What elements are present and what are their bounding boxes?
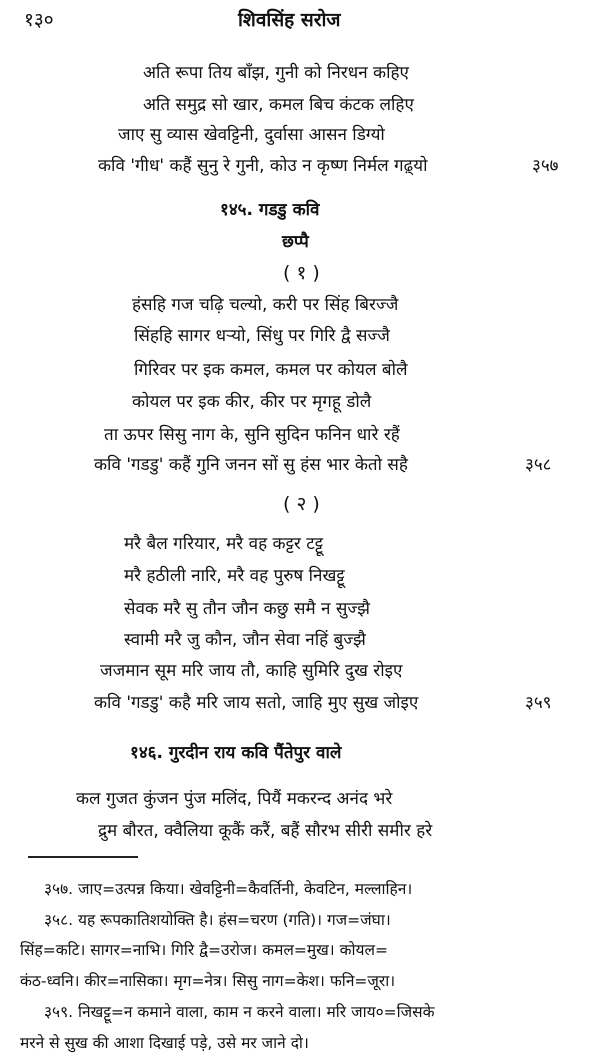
verse-line: स्वामी मरै जु कौन, जौन सेवा नहिं बुज्झै xyxy=(124,630,366,650)
stanza-label: ( १ ) xyxy=(283,262,320,284)
verse-line: अति समुद्र सो खार, कमल बिच कंटक लहिए xyxy=(143,95,414,115)
footnote-line: ३५७. जाए=उत्पन्न किया। खेवट्टिनी=कैवर्तिनी, केवटिन, मल्लाहिन। xyxy=(44,880,413,898)
footnote-line: ३५८. यह रूपकातिशयोक्ति है। हंस=चरण (गति)। गज=जंघा। xyxy=(44,911,391,929)
footnote-line: ३५९. निखट्टू=न कमाने वाला, काम न करने वाला। मरि जाय०=जिसके xyxy=(44,1003,435,1021)
verse-number: ३५७ xyxy=(532,156,559,176)
verse-line: सिंहहि सागर धर्‍यो, सिंधु पर गिरि द्वै सज्जै xyxy=(134,326,390,346)
verse-line: सेवक मरै सु तौन जौन कछु समै न सुज्झै xyxy=(124,599,370,619)
verse-line: कवि 'गडडु' कहैं गुनि जनन सों सु हंस भार केतो सहै xyxy=(94,455,408,475)
verse-line: मरै हठीली नारि, मरै वह पुरुष निखट्टू xyxy=(124,566,345,586)
verse-line: मरै बैल गरियार, मरै वह कट्टर टट्टू xyxy=(124,534,324,554)
poet-heading: १४५. गडडु कवि xyxy=(220,200,320,220)
verse-line: ता ऊपर सिसु नाग के, सुनि सुदिन फनिन धारे रहैं xyxy=(104,425,400,445)
footnote-line: कंठ-ध्वनि। कीर=नासिका। मृग=नेत्र। सिसु नाग=केश। फनि=जूरा। xyxy=(20,972,396,990)
page-number: १३० xyxy=(24,9,54,31)
footnote-rule xyxy=(28,856,138,858)
verse-number: ३५८ xyxy=(525,455,552,475)
verse-line: जाए सु व्यास खेवट्टिनी, दुर्वासा आसन डिग्यो xyxy=(118,125,385,145)
running-title: शिवसिंह सरोज xyxy=(238,9,341,31)
verse-line: कल गुजत कुंजन पुंज मलिंद, पियैं मकरन्द अनंद भरे xyxy=(76,789,393,809)
footnote-line: सिंह=कटि। सागर=नाभि। गिरि द्वै=उरोज। कमल=मुख। कोयल= xyxy=(20,941,389,959)
verse-number: ३५९ xyxy=(525,693,552,713)
poet-heading: १४६. गुरदीन राय कवि पैंतेपुर वाले xyxy=(130,743,342,763)
verse-line: कवि 'गीध' कहैं सुनु रे गुनी, कोउ न कृष्ण निर्मल गढ़्यो xyxy=(98,156,428,176)
verse-line: अति रूपा तिय बाँझ, गुनी को निरधन कहिए xyxy=(143,63,409,83)
verse-line: कोयल पर इक कीर, कीर पर मृगहू डोलै xyxy=(132,392,372,412)
footnote-line: मरने से सुख की आशा दिखाई पड़े, उसे मर जाने दो। xyxy=(20,1034,309,1052)
verse-line: हंसहि गज चढ़ि चल्यो, करी पर सिंह बिरज्जै xyxy=(132,295,399,315)
stanza-label: ( २ ) xyxy=(283,493,320,515)
meter-label: छप्पै xyxy=(282,232,309,252)
verse-line: गिरिवर पर इक कमल, कमल पर कोयल बोलै xyxy=(134,360,408,380)
verse-line: जजमान सूम मरि जाय तौ, काहि सुमिरि दुख रोइए xyxy=(100,661,403,681)
verse-line: कवि 'गडडु' कहै मरि जाय सतो, जाहि मुए सुख जोइए xyxy=(94,693,419,713)
verse-line: द्रुम बौरत, क्वैलिया कूकैं करैं, बहैं सौरभ सीरी समीर हरे xyxy=(98,821,433,841)
